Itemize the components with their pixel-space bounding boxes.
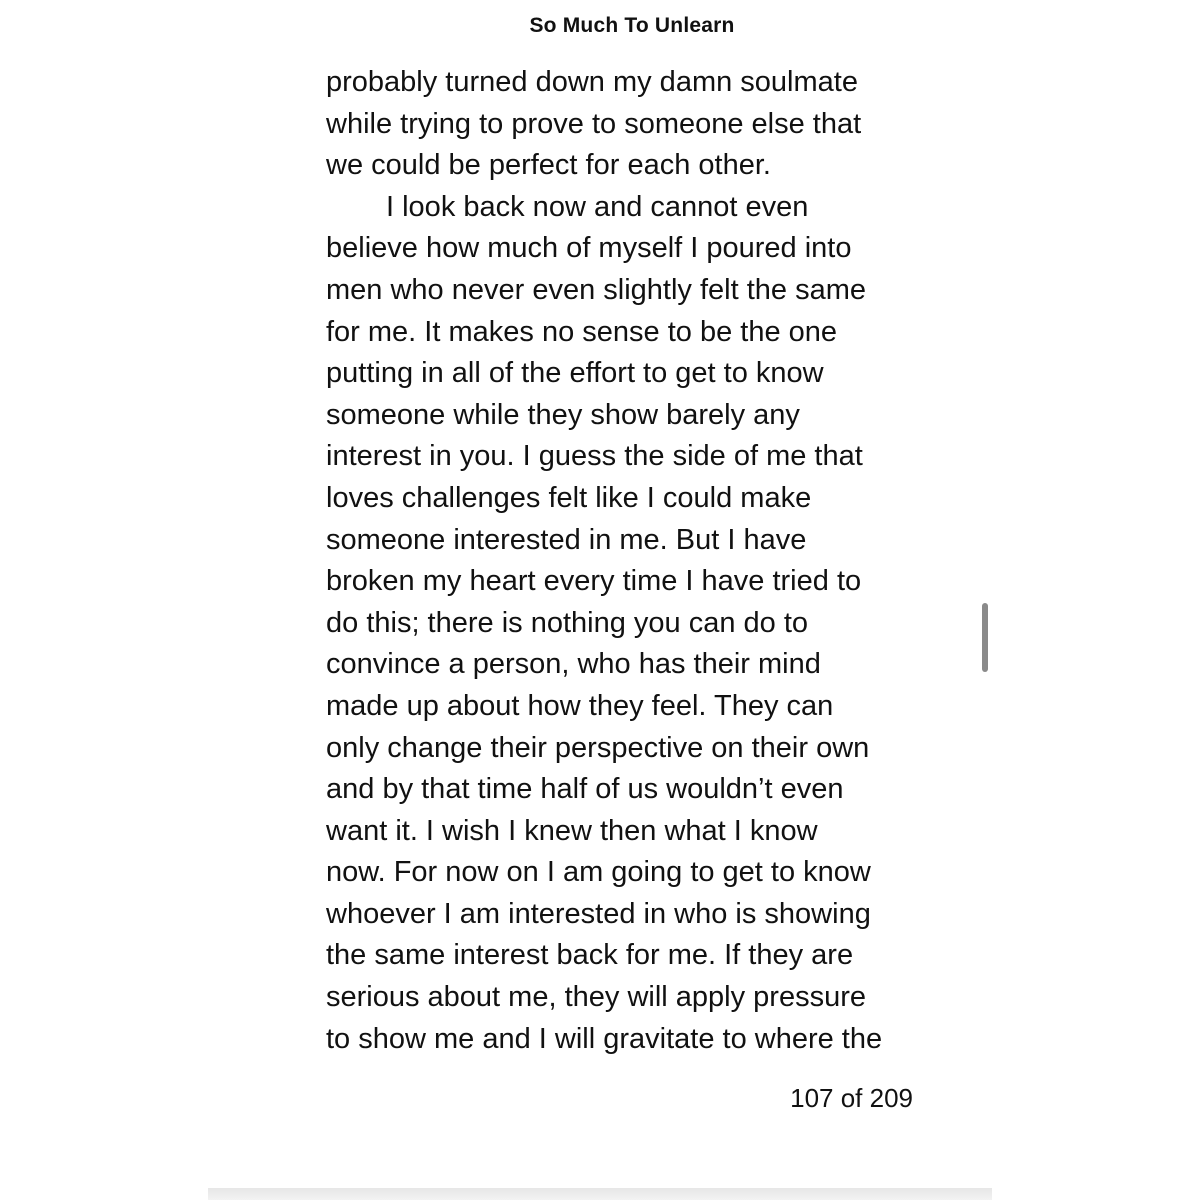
text-line: now. For now on I am going to get to know (326, 856, 871, 889)
text-line: to show me and I will gravitate to where the (326, 1022, 883, 1055)
bottom-bar (208, 1188, 992, 1200)
text-line: putting in all of the effort to get to know (326, 357, 824, 390)
text-line: broken my heart every time I have tried to (326, 565, 862, 598)
text-line: serious about me, they will apply pressure (326, 981, 866, 1014)
text-line: do this; there is nothing you can do to (326, 606, 809, 639)
text-line: loves challenges felt like I could make (326, 481, 812, 514)
text-line: probably turned down my damn soulmate (326, 66, 858, 98)
text-line: only change their perspective on their own (326, 731, 870, 764)
scroll-indicator[interactable] (982, 603, 988, 672)
text-line: interest in you. I guess the side of me that (326, 440, 863, 473)
page-counter: 107 of 209 (790, 1083, 913, 1113)
text-line: for me. It makes no sense to be the one (326, 315, 838, 348)
text-line: convince a person, who has their mind (326, 648, 821, 681)
text-line: made up about how they feel. They can (326, 689, 834, 722)
paragraph-start-line: I look back now and cannot even (386, 190, 809, 223)
text-line: we could be perfect for each other. (326, 149, 771, 182)
text-line: and by that time half of us wouldn’t even (326, 773, 844, 806)
text-line: believe how much of myself I poured into (326, 232, 852, 265)
text-line: someone while they show barely any (326, 398, 800, 431)
book-title: So Much To Unlearn (529, 14, 735, 37)
text-line: whoever I am interested in who is showing (326, 897, 871, 930)
text-line: men who never even slightly felt the same (326, 273, 866, 306)
text-line: the same interest back for me. If they are (326, 939, 854, 972)
page-text (326, 62, 946, 1060)
text-line: someone interested in me. But I have (326, 523, 807, 556)
text-line: want it. I wish I knew then what I know (326, 814, 818, 847)
text-line: while trying to prove to someone else that (326, 107, 862, 140)
